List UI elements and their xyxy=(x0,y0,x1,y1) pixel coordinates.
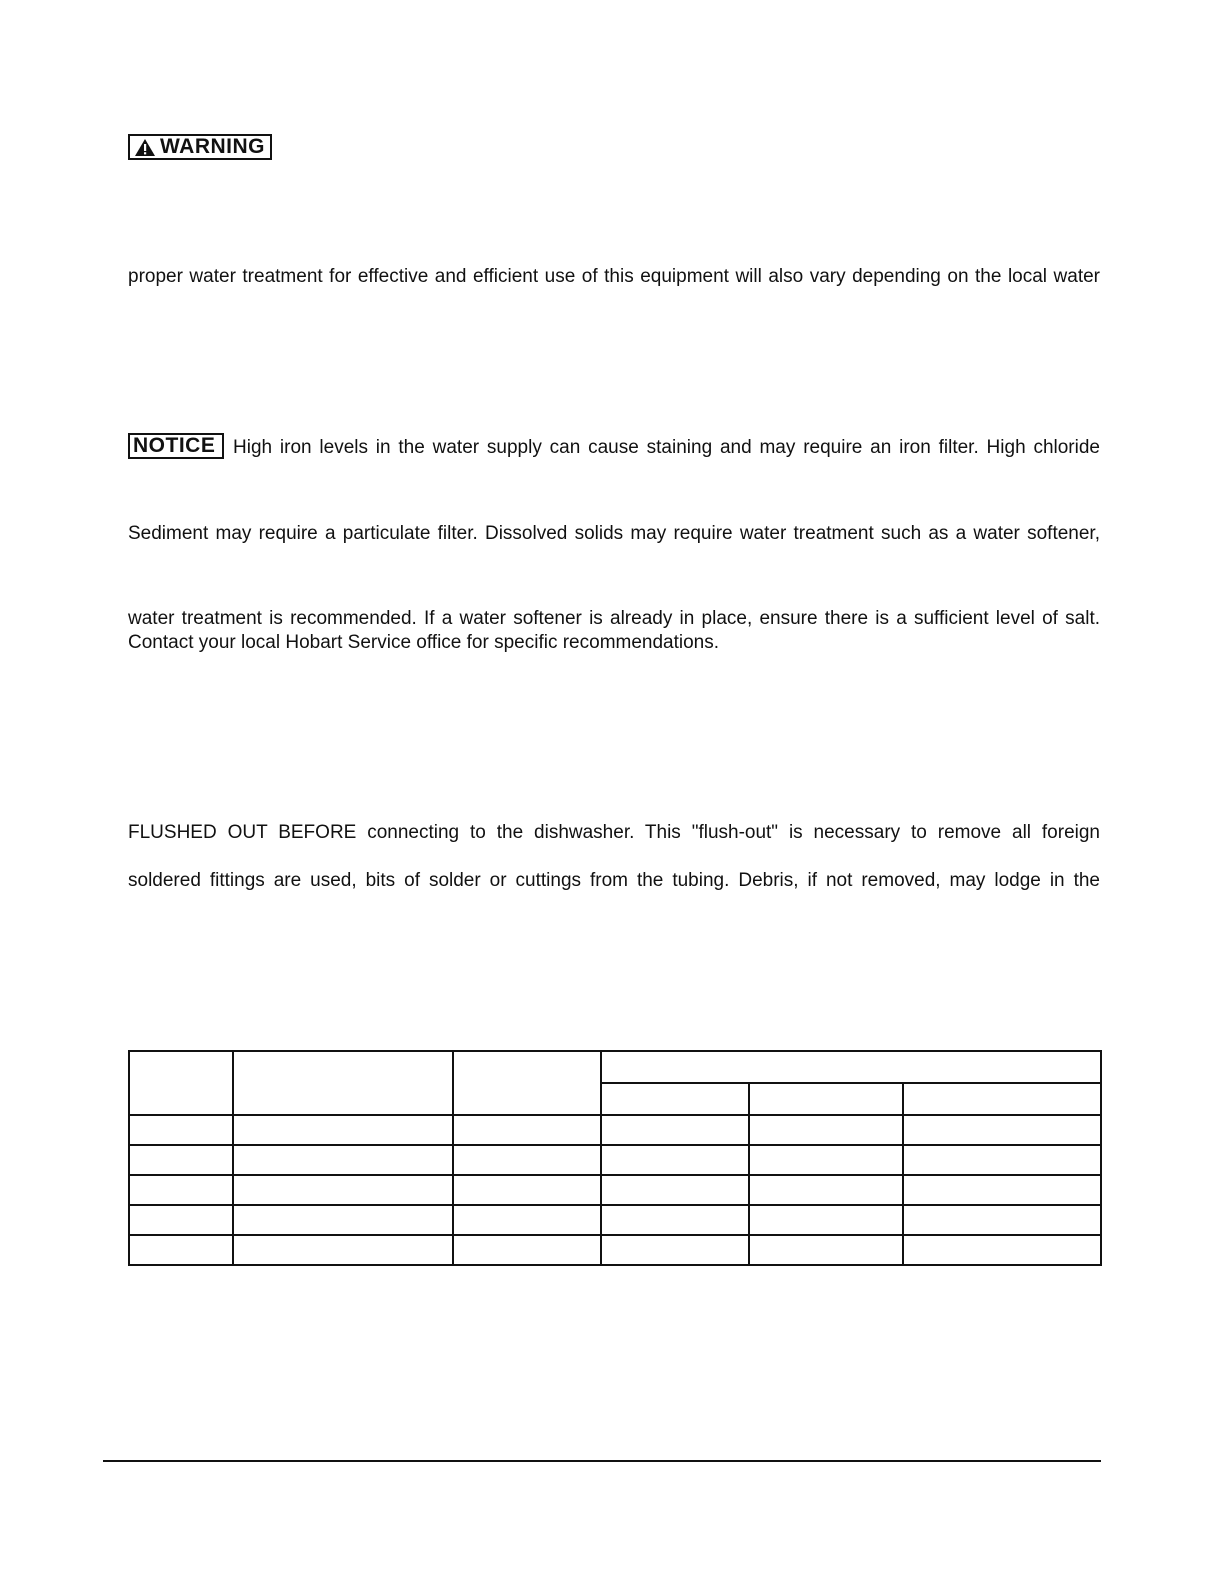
table-cell xyxy=(903,1145,1101,1175)
notice-badge-label: NOTICE xyxy=(133,434,216,457)
table-cell xyxy=(749,1145,903,1175)
table-cell xyxy=(601,1145,749,1175)
table-row xyxy=(129,1115,1101,1145)
table-cell xyxy=(233,1235,453,1265)
table-row xyxy=(129,1145,1101,1175)
table-cell xyxy=(453,1235,601,1265)
table-cell xyxy=(129,1175,233,1205)
table-group-header-cell xyxy=(601,1051,1101,1083)
specification-table xyxy=(128,1050,1102,1266)
table-subheader-cell xyxy=(749,1083,903,1115)
table-row xyxy=(129,1205,1101,1235)
notice-text-line-3: water treatment is recommended. If a water softener is already in place, ensure there is a sufficient level of salt. xyxy=(128,608,1100,629)
warning-badge xyxy=(128,134,272,160)
table-cell xyxy=(453,1115,601,1145)
table-cell xyxy=(601,1115,749,1145)
warning-badge-label: WARNING xyxy=(160,135,265,158)
table-cell xyxy=(749,1235,903,1265)
table-cell xyxy=(601,1205,749,1235)
notice-text-line-1: High iron levels in the water supply can cause staining and may require an iron filter. High chloride xyxy=(233,437,1100,458)
table-subheader-cell xyxy=(903,1083,1101,1115)
footer-divider xyxy=(103,1460,1101,1462)
table-cell xyxy=(233,1145,453,1175)
table-cell xyxy=(233,1205,453,1235)
table-cell xyxy=(129,1115,233,1145)
water-quality-text: proper water treatment for effective and efficient use of this equipment will also vary depending on the local water xyxy=(128,266,1100,287)
table-cell xyxy=(129,1235,233,1265)
table-cell xyxy=(453,1145,601,1175)
table-cell xyxy=(129,1205,233,1235)
table-row xyxy=(129,1175,1101,1205)
table-cell xyxy=(749,1175,903,1205)
table-cell xyxy=(903,1235,1101,1265)
table-header-row xyxy=(129,1051,1101,1083)
table-cell xyxy=(903,1205,1101,1235)
table-cell xyxy=(749,1115,903,1145)
flush-text-line-2: soldered fittings are used, bits of solder or cuttings from the tubing. Debris, if not removed, may lodge in the xyxy=(128,870,1100,891)
table-cell xyxy=(903,1115,1101,1145)
table-header-cell xyxy=(233,1051,453,1115)
table-header-cell xyxy=(453,1051,601,1115)
table-cell xyxy=(453,1175,601,1205)
table-cell xyxy=(233,1115,453,1145)
table-header-cell xyxy=(129,1051,233,1115)
table-cell xyxy=(129,1145,233,1175)
table-cell xyxy=(601,1235,749,1265)
flush-text-line-1: FLUSHED OUT BEFORE connecting to the dishwasher. This "flush-out" is necessary to remove all foreign xyxy=(128,822,1100,843)
notice-badge xyxy=(128,433,224,459)
table-cell xyxy=(601,1175,749,1205)
warning-triangle-icon xyxy=(134,138,156,157)
table-cell xyxy=(749,1205,903,1235)
table-cell xyxy=(453,1205,601,1235)
table-subheader-cell xyxy=(601,1083,749,1115)
table-cell xyxy=(903,1175,1101,1205)
table-row xyxy=(129,1235,1101,1265)
notice-text-line-2: Sediment may require a particulate filter. Dissolved solids may require water treatment such as a water softener, xyxy=(128,523,1100,544)
notice-text-line-4: Contact your local Hobart Service office for specific recommendations. xyxy=(128,632,720,653)
table-cell xyxy=(233,1175,453,1205)
